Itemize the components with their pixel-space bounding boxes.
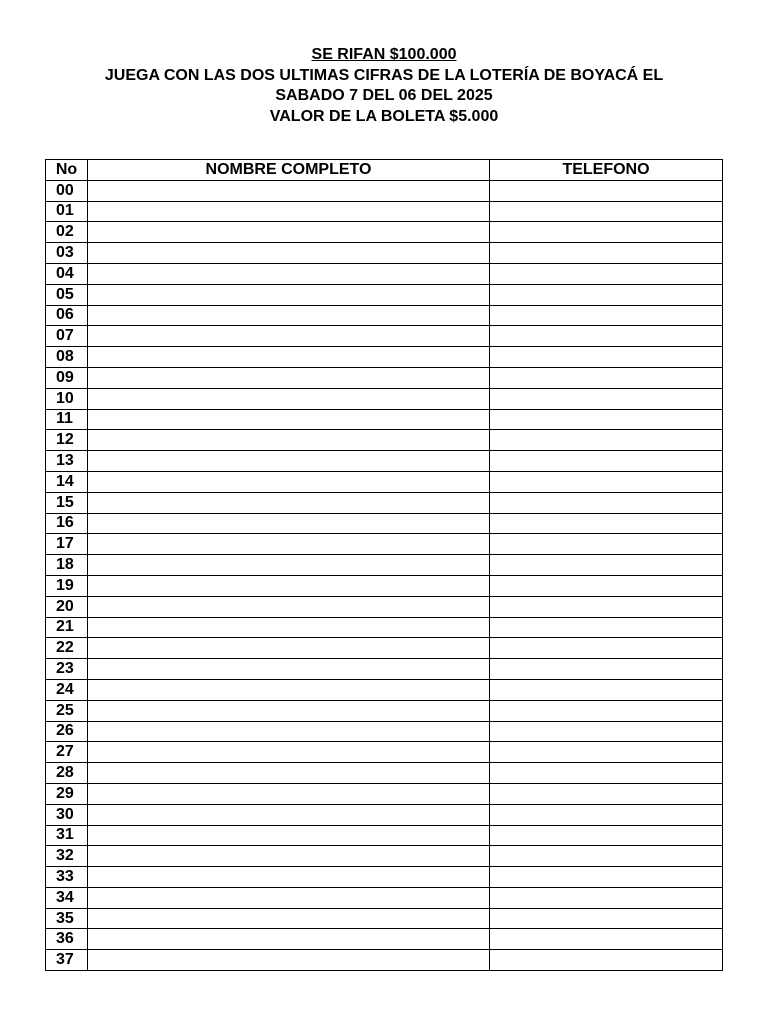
table-row — [46, 201, 723, 222]
table-row — [46, 263, 723, 284]
table-row — [46, 471, 723, 492]
phone-cell[interactable] — [490, 534, 723, 555]
document-header — [0, 45, 768, 127]
name-cell[interactable] — [88, 367, 490, 388]
name-cell[interactable] — [88, 263, 490, 284]
name-cell[interactable] — [88, 679, 490, 700]
phone-cell[interactable] — [490, 617, 723, 638]
phone-cell[interactable] — [490, 492, 723, 513]
table-row — [46, 700, 723, 721]
row-number: 00 — [46, 180, 88, 201]
row-number: 19 — [46, 575, 88, 596]
table-row — [46, 617, 723, 638]
raffle-title: SE RIFAN $100.000 — [311, 46, 457, 63]
row-number: 37 — [46, 950, 88, 971]
table-row — [46, 721, 723, 742]
phone-cell[interactable] — [490, 367, 723, 388]
table-body — [46, 180, 723, 970]
table-row — [46, 222, 723, 243]
name-cell[interactable] — [88, 243, 490, 264]
phone-cell[interactable] — [490, 471, 723, 492]
row-number: 18 — [46, 555, 88, 576]
phone-cell[interactable] — [490, 243, 723, 264]
row-number: 02 — [46, 222, 88, 243]
row-number: 06 — [46, 305, 88, 326]
row-number: 32 — [46, 846, 88, 867]
table-row — [46, 430, 723, 451]
name-cell[interactable] — [88, 222, 490, 243]
phone-cell[interactable] — [490, 721, 723, 742]
table-row — [46, 451, 723, 472]
name-cell[interactable] — [88, 700, 490, 721]
table-row — [46, 783, 723, 804]
row-number: 20 — [46, 596, 88, 617]
phone-cell[interactable] — [490, 263, 723, 284]
ticket-price-line: VALOR DE LA BOLETA $5.000 — [269, 107, 499, 125]
row-number: 22 — [46, 638, 88, 659]
name-cell[interactable] — [88, 867, 490, 888]
row-number: 01 — [46, 201, 88, 222]
table-row — [46, 887, 723, 908]
name-cell[interactable] — [88, 638, 490, 659]
table-row — [46, 284, 723, 305]
name-cell[interactable] — [88, 451, 490, 472]
table-row — [46, 367, 723, 388]
name-cell[interactable] — [88, 804, 490, 825]
raffle-table — [45, 159, 723, 971]
row-number: 04 — [46, 263, 88, 284]
name-cell[interactable] — [88, 471, 490, 492]
table-row — [46, 409, 723, 430]
table-row — [46, 326, 723, 347]
name-cell[interactable] — [88, 430, 490, 451]
phone-cell[interactable] — [490, 430, 723, 451]
row-number: 36 — [46, 929, 88, 950]
name-cell[interactable] — [88, 908, 490, 929]
raffle-rule-line: JUEGA CON LAS DOS ULTIMAS CIFRAS DE LA LOTERÍA DE BOYACÁ EL — [104, 66, 664, 84]
row-number: 35 — [46, 908, 88, 929]
table-row — [46, 908, 723, 929]
phone-cell[interactable] — [490, 513, 723, 534]
phone-cell[interactable] — [490, 763, 723, 784]
table-row — [46, 867, 723, 888]
phone-cell[interactable] — [490, 180, 723, 201]
row-number: 21 — [46, 617, 88, 638]
name-cell[interactable] — [88, 596, 490, 617]
phone-cell[interactable] — [490, 555, 723, 576]
row-number: 12 — [46, 430, 88, 451]
phone-cell[interactable] — [490, 347, 723, 368]
row-number: 27 — [46, 742, 88, 763]
phone-cell[interactable] — [490, 867, 723, 888]
name-cell[interactable] — [88, 513, 490, 534]
name-cell[interactable] — [88, 846, 490, 867]
column-header-no: No — [46, 160, 88, 181]
name-cell[interactable] — [88, 929, 490, 950]
name-cell[interactable] — [88, 763, 490, 784]
row-number: 09 — [46, 367, 88, 388]
table-row — [46, 347, 723, 368]
name-cell[interactable] — [88, 534, 490, 555]
table-row — [46, 929, 723, 950]
name-cell[interactable] — [88, 887, 490, 908]
table-row — [46, 596, 723, 617]
name-cell[interactable] — [88, 305, 490, 326]
row-number: 15 — [46, 492, 88, 513]
column-header-name: NOMBRE COMPLETO — [88, 160, 490, 181]
row-number: 13 — [46, 451, 88, 472]
name-cell[interactable] — [88, 783, 490, 804]
table-row — [46, 305, 723, 326]
phone-cell[interactable] — [490, 326, 723, 347]
phone-cell[interactable] — [490, 596, 723, 617]
row-number: 14 — [46, 471, 88, 492]
phone-cell[interactable] — [490, 388, 723, 409]
row-number: 25 — [46, 700, 88, 721]
row-number: 30 — [46, 804, 88, 825]
table-row — [46, 638, 723, 659]
name-cell[interactable] — [88, 284, 490, 305]
name-cell[interactable] — [88, 180, 490, 201]
phone-cell[interactable] — [490, 950, 723, 971]
row-number: 33 — [46, 867, 88, 888]
name-cell[interactable] — [88, 492, 490, 513]
table-row — [46, 575, 723, 596]
row-number: 28 — [46, 763, 88, 784]
phone-cell[interactable] — [490, 887, 723, 908]
name-cell[interactable] — [88, 742, 490, 763]
name-cell[interactable] — [88, 326, 490, 347]
name-cell[interactable] — [88, 950, 490, 971]
table-row — [46, 659, 723, 680]
row-number: 23 — [46, 659, 88, 680]
phone-cell[interactable] — [490, 908, 723, 929]
name-cell[interactable] — [88, 659, 490, 680]
row-number: 10 — [46, 388, 88, 409]
table-row — [46, 513, 723, 534]
row-number: 26 — [46, 721, 88, 742]
raffle-date-line: SABADO 7 DEL 06 DEL 2025 — [275, 87, 493, 104]
phone-cell[interactable] — [490, 409, 723, 430]
phone-cell[interactable] — [490, 825, 723, 846]
phone-cell[interactable] — [490, 783, 723, 804]
phone-cell[interactable] — [490, 451, 723, 472]
phone-cell[interactable] — [490, 659, 723, 680]
table-header-row — [46, 160, 723, 181]
name-cell[interactable] — [88, 721, 490, 742]
table-row — [46, 742, 723, 763]
row-number: 16 — [46, 513, 88, 534]
name-cell[interactable] — [88, 575, 490, 596]
phone-cell[interactable] — [490, 846, 723, 867]
table-row — [46, 534, 723, 555]
phone-cell[interactable] — [490, 804, 723, 825]
table-row — [46, 492, 723, 513]
phone-cell[interactable] — [490, 201, 723, 222]
phone-cell[interactable] — [490, 638, 723, 659]
table-row — [46, 679, 723, 700]
phone-cell[interactable] — [490, 700, 723, 721]
row-number: 08 — [46, 347, 88, 368]
row-number: 29 — [46, 783, 88, 804]
name-cell[interactable] — [88, 555, 490, 576]
name-cell[interactable] — [88, 409, 490, 430]
row-number: 05 — [46, 284, 88, 305]
row-number: 17 — [46, 534, 88, 555]
name-cell[interactable] — [88, 825, 490, 846]
name-cell[interactable] — [88, 388, 490, 409]
row-number: 07 — [46, 326, 88, 347]
table-row — [46, 180, 723, 201]
table-row — [46, 763, 723, 784]
name-cell[interactable] — [88, 617, 490, 638]
table-row — [46, 555, 723, 576]
table-row — [46, 243, 723, 264]
phone-cell[interactable] — [490, 575, 723, 596]
name-cell[interactable] — [88, 201, 490, 222]
row-number: 11 — [46, 409, 88, 430]
phone-cell[interactable] — [490, 742, 723, 763]
table-row — [46, 388, 723, 409]
name-cell[interactable] — [88, 347, 490, 368]
column-header-phone: TELEFONO — [490, 160, 723, 181]
table-row — [46, 804, 723, 825]
row-number: 34 — [46, 887, 88, 908]
table-row — [46, 846, 723, 867]
table-row — [46, 825, 723, 846]
table-row — [46, 950, 723, 971]
phone-cell[interactable] — [490, 222, 723, 243]
row-number: 24 — [46, 679, 88, 700]
phone-cell[interactable] — [490, 929, 723, 950]
row-number: 31 — [46, 825, 88, 846]
phone-cell[interactable] — [490, 679, 723, 700]
phone-cell[interactable] — [490, 305, 723, 326]
row-number: 03 — [46, 243, 88, 264]
phone-cell[interactable] — [490, 284, 723, 305]
